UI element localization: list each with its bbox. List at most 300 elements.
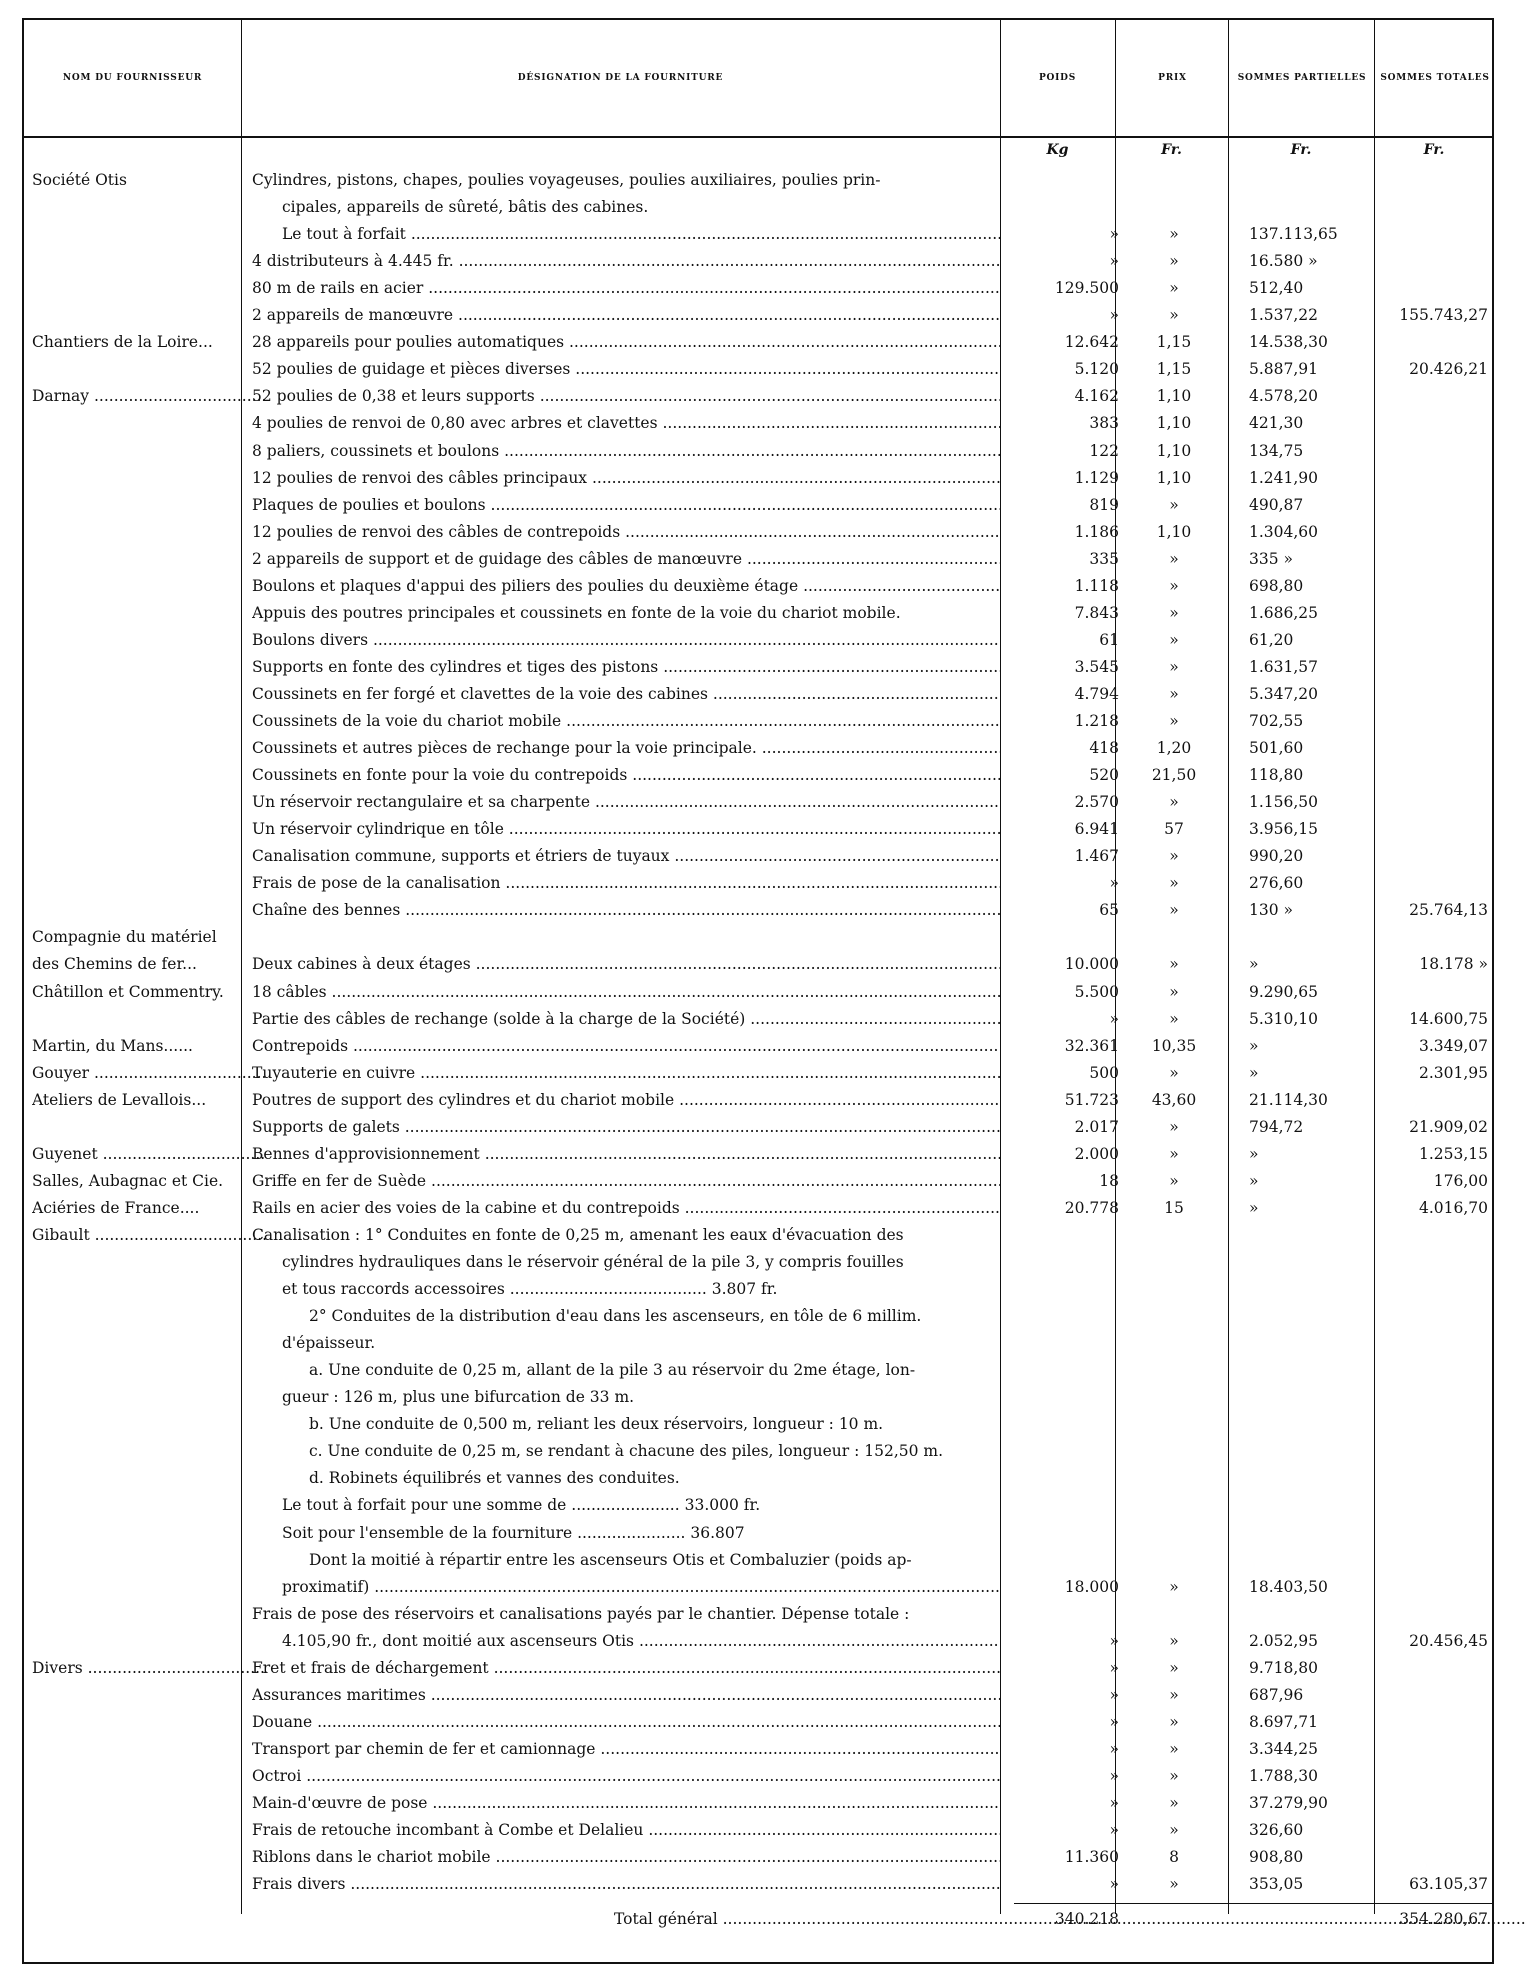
partielles-cell: 276,60 (1249, 874, 1304, 893)
prix-cell: » (1169, 1685, 1179, 1704)
table-row (24, 303, 1492, 330)
total-label: Total général ..... (614, 1910, 1525, 1928)
table-row (24, 1277, 1492, 1304)
prix-cell: 21,50 (1151, 766, 1197, 785)
prix-cell: » (1169, 279, 1179, 298)
table-row (24, 493, 1492, 520)
table-row (24, 898, 1492, 925)
prix-cell: » (1169, 712, 1179, 730)
table-row (24, 1521, 1492, 1548)
prix-cell: 1,10 (1156, 387, 1192, 406)
designation-cell: Bennes d'approvisionnement ..... (252, 1145, 1000, 1163)
partielles-cell: 134,75 (1249, 441, 1304, 460)
prix-cell: » (1169, 847, 1179, 866)
prix-cell: » (1169, 576, 1179, 595)
designation-cell: Un réservoir rectangulaire et sa charpente ..... (252, 793, 1000, 811)
total-rule (1014, 1903, 1494, 1904)
designation-cell: a. Une conduite de 0,25 m, allant de la pile 3 au réservoir du 2me étage, lon- (309, 1361, 916, 1380)
supplier-cell: Chantiers de la Loire... (32, 333, 213, 352)
poids-cell: 1.186 (1074, 522, 1119, 541)
unit-totales: Fr. (1423, 142, 1445, 158)
designation-cell: d. Robinets équilibrés et vannes des conduites. (309, 1469, 680, 1488)
prix-cell: » (1169, 1794, 1179, 1812)
prix-cell: » (1169, 630, 1179, 649)
table-row (24, 601, 1492, 628)
table-row (24, 276, 1492, 303)
table-row (24, 952, 1492, 979)
table-row (24, 249, 1492, 276)
designation-cell: Fret et frais de déchargement ..... (252, 1659, 1000, 1677)
supplier-cell: Compagnie du matériel (32, 928, 217, 947)
prix-cell: » (1169, 874, 1179, 893)
table-row (24, 1737, 1492, 1764)
table-row (24, 790, 1492, 817)
table-row (24, 1818, 1492, 1845)
designation-cell: 4.105,90 fr., dont moitié aux ascenseurs Otis ..... (282, 1632, 1000, 1650)
prix-cell: » (1169, 1658, 1179, 1677)
designation-cell: 12 poulies de renvoi des câbles principaux ..... (252, 469, 1000, 487)
totales-cell: 1.253,15 (1418, 1144, 1488, 1163)
designation-cell: et tous raccords accessoires ........................................ 3.807 fr. (282, 1280, 778, 1299)
poids-cell: » (1109, 1658, 1119, 1677)
prix-cell: » (1169, 1009, 1179, 1028)
poids-cell: 11.360 (1064, 1848, 1119, 1867)
total-totales: 354.280,67 (1399, 1910, 1488, 1929)
designation-cell: Canalisation : 1° Conduites en fonte de 0,25 m, amenant les eaux d'évacuation des (252, 1225, 904, 1244)
designation-cell: Le tout à forfait pour une somme de ...................... 33.000 fr. (282, 1496, 761, 1515)
poids-cell: 1.129 (1074, 468, 1119, 487)
table-row (24, 1439, 1492, 1466)
poids-cell: 3.545 (1074, 657, 1119, 676)
designation-cell: d'épaisseur. (282, 1334, 376, 1353)
partielles-cell: 5.887,91 (1249, 360, 1319, 379)
totales-cell: 18.178 » (1419, 955, 1488, 974)
table-row (24, 1169, 1492, 1196)
poids-cell: 4.794 (1074, 684, 1119, 703)
designation-cell: 52 poulies de guidage et pièces diverses ..... (252, 360, 1000, 378)
prix-cell: » (1169, 1712, 1179, 1731)
poids-cell: 819 (1089, 495, 1119, 514)
supplier-cell: Martin, du Mans...... (32, 1036, 193, 1055)
designation-cell: Plaques de poulies et boulons ..... (252, 496, 1000, 514)
partielles-cell: 61,20 (1249, 630, 1294, 649)
designation-cell: Assurances maritimes ..... (252, 1686, 1000, 1704)
partielles-cell: » (1249, 1036, 1259, 1055)
partielles-cell: 5.310,10 (1249, 1009, 1319, 1028)
poids-cell: 7.843 (1074, 603, 1119, 622)
prix-cell: » (1169, 982, 1179, 1001)
table-row (24, 1656, 1492, 1683)
table-row (24, 655, 1492, 682)
totales-cell: 155.743,27 (1399, 306, 1488, 325)
partielles-cell: 21.114,30 (1249, 1090, 1328, 1109)
partielles-cell: » (1249, 1198, 1259, 1217)
partielles-cell: 8.697,71 (1249, 1712, 1319, 1731)
poids-cell: 12.642 (1064, 333, 1119, 352)
partielles-cell: 326,60 (1249, 1821, 1304, 1840)
table-row (24, 1142, 1492, 1169)
designation-cell: Le tout à forfait ..... (282, 225, 1000, 243)
table-row (24, 439, 1492, 466)
table-row (24, 466, 1492, 493)
designation-cell: 52 poulies de 0,38 et leurs supports ..... (252, 387, 1000, 405)
designation-cell: 18 câbles ..... (252, 983, 1000, 1001)
prix-cell: 8 (1169, 1848, 1179, 1867)
designation-cell: Riblons dans le chariot mobile ..... (252, 1848, 1000, 1866)
table-row (24, 1358, 1492, 1385)
designation-cell: gueur : 126 m, plus une bifurcation de 33 m. (282, 1388, 635, 1407)
partielles-cell: 702,55 (1249, 712, 1304, 730)
partielles-cell: 18.403,50 (1249, 1577, 1328, 1596)
partielles-cell: 118,80 (1249, 766, 1304, 785)
supplier-cell: Châtillon et Commentry. (32, 982, 224, 1001)
prix-cell: » (1169, 1144, 1179, 1163)
partielles-cell: 37.279,90 (1249, 1794, 1328, 1812)
designation-cell: 4 distributeurs à 4.445 fr. ..... (252, 252, 1000, 270)
prix-cell: 1,10 (1156, 414, 1192, 433)
designation-cell: 80 m de rails en acier ..... (252, 279, 1000, 297)
table-row (24, 520, 1492, 547)
poids-cell: 383 (1089, 414, 1119, 433)
prix-cell: 1,15 (1156, 360, 1192, 379)
table-row (24, 195, 1492, 222)
supplier-cell: des Chemins de fer... (32, 955, 197, 974)
partielles-cell: 990,20 (1249, 847, 1304, 866)
header-poids: POIDS (1038, 72, 1077, 83)
poids-cell: » (1109, 1794, 1119, 1812)
partielles-cell: 9.290,65 (1249, 982, 1319, 1001)
designation-cell: Boulons divers ..... (252, 631, 1000, 649)
partielles-cell: 4.578,20 (1249, 387, 1319, 406)
designation-cell: proximatif) ..... (282, 1578, 1000, 1596)
designation-cell: Canalisation commune, supports et étriers de tuyaux ..... (252, 847, 1000, 865)
designation-cell: Supports en fonte des cylindres et tiges des pistons ..... (252, 658, 1000, 676)
designation-cell: 2° Conduites de la distribution d'eau dans les ascenseurs, en tôle de 6 millim. (309, 1307, 922, 1326)
designation-cell: Octroi ..... (252, 1767, 1000, 1785)
poids-cell: » (1109, 1739, 1119, 1758)
table-row (24, 330, 1492, 357)
prix-cell: 1,15 (1156, 333, 1192, 352)
partielles-cell: » (1249, 1171, 1259, 1190)
designation-cell: 2 appareils de manœuvre ..... (252, 306, 1000, 324)
supplier-cell: Société Otis (32, 171, 127, 189)
poids-cell: » (1109, 1766, 1119, 1785)
table-row (24, 1845, 1492, 1872)
partielles-cell: 3.956,15 (1249, 820, 1319, 839)
table-row (24, 1872, 1492, 1899)
header-partielles: SOMMES PARTIELLES (1237, 72, 1367, 83)
poids-cell: 61 (1099, 630, 1119, 649)
table-row (24, 1250, 1492, 1277)
total-row (24, 1907, 1492, 1934)
table-row (24, 1493, 1492, 1520)
prix-cell: 43,60 (1151, 1090, 1197, 1109)
designation-cell: Poutres de support des cylindres et du chariot mobile ..... (252, 1091, 1000, 1109)
table-row (24, 1061, 1492, 1088)
prix-cell: » (1169, 1875, 1179, 1894)
partielles-cell: 698,80 (1249, 576, 1304, 595)
unit-prix: Fr. (1161, 142, 1182, 158)
header-designation: DÉSIGNATION DE LA FOURNITURE (517, 72, 724, 83)
poids-cell: » (1109, 1875, 1119, 1894)
partielles-cell: 335 » (1249, 549, 1293, 568)
partielles-cell: 490,87 (1249, 495, 1304, 514)
prix-cell: » (1169, 955, 1179, 974)
partielles-cell: 1.304,60 (1249, 522, 1319, 541)
totales-cell: 63.105,37 (1409, 1875, 1488, 1894)
table-row (24, 1791, 1492, 1818)
supplier-cell: Divers ..... (32, 1659, 267, 1677)
prix-cell: 15 (1164, 1198, 1184, 1217)
designation-cell: Rails en acier des voies de la cabine et du contrepoids ..... (252, 1199, 1000, 1217)
poids-cell: 1.118 (1074, 576, 1119, 595)
prix-cell: 1,10 (1156, 441, 1192, 460)
table-row (24, 547, 1492, 574)
poids-cell: 51.723 (1064, 1090, 1119, 1109)
partielles-cell: 421,30 (1249, 414, 1304, 433)
table-row (24, 1602, 1492, 1629)
poids-cell: 18.000 (1064, 1577, 1119, 1596)
prix-cell: » (1169, 684, 1179, 703)
partielles-cell: » (1249, 1144, 1259, 1163)
poids-cell: » (1109, 1685, 1119, 1704)
table-row (24, 1466, 1492, 1493)
designation-cell: Frais de pose des réservoirs et canalisations payés par le chantier. Dépense totale : (252, 1604, 910, 1623)
supplier-cell: Guyenet ..... (32, 1145, 267, 1163)
poids-cell: 10.000 (1064, 955, 1119, 974)
partielles-cell: 1.537,22 (1249, 306, 1319, 325)
designation-cell: c. Une conduite de 0,25 m, se rendant à chacune des piles, longueur : 152,50 m. (309, 1442, 944, 1461)
designation-cell: cipales, appareils de sûreté, bâtis des cabines. (282, 198, 649, 217)
poids-cell: » (1109, 1821, 1119, 1840)
partielles-cell: 908,80 (1249, 1848, 1304, 1867)
table-row (24, 1196, 1492, 1223)
designation-cell: 2 appareils de support et de guidage des câbles de manœuvre ..... (252, 550, 1000, 568)
table-row (24, 1412, 1492, 1439)
table-row (24, 980, 1492, 1007)
prix-cell: » (1169, 1171, 1179, 1190)
prix-cell: » (1169, 1766, 1179, 1785)
prix-cell: » (1169, 1117, 1179, 1136)
partielles-cell: 512,40 (1249, 279, 1304, 298)
partielles-cell: 137.113,65 (1249, 225, 1338, 244)
totales-cell: 176,00 (1433, 1171, 1488, 1190)
totales-cell: 3.349,07 (1418, 1036, 1488, 1055)
partielles-cell: 2.052,95 (1249, 1631, 1319, 1650)
partielles-cell: 5.347,20 (1249, 684, 1319, 703)
table-row (24, 1710, 1492, 1737)
designation-cell: Coussinets et autres pièces de rechange pour la voie principale. ..... (252, 739, 1000, 757)
prix-cell: 10,35 (1151, 1036, 1197, 1055)
table-row (24, 736, 1492, 763)
totales-cell: 2.301,95 (1418, 1063, 1488, 1082)
table-row (24, 1629, 1492, 1656)
partielles-cell: 687,96 (1249, 1685, 1304, 1704)
table-row (24, 1034, 1492, 1061)
table-row (24, 763, 1492, 790)
partielles-cell: 9.718,80 (1249, 1658, 1319, 1677)
poids-cell: 5.120 (1074, 360, 1119, 379)
designation-cell: Coussinets de la voie du chariot mobile ..... (252, 712, 1000, 730)
prix-cell: » (1169, 1063, 1179, 1082)
designation-cell: Coussinets en fer forgé et clavettes de la voie des cabines ..... (252, 685, 1000, 703)
designation-cell: Appuis des poutres principales et coussinets en fonte de la voie du chariot mobile. (252, 603, 901, 622)
poids-cell: 520 (1089, 766, 1119, 785)
prix-cell: » (1169, 1577, 1179, 1596)
table-row (24, 357, 1492, 384)
table-row (24, 1331, 1492, 1358)
prix-cell: 57 (1164, 820, 1184, 839)
designation-cell: Boulons et plaques d'appui des piliers des poulies du deuxième étage ..... (252, 577, 1000, 595)
header-totales: SOMMES TOTALES (1380, 72, 1490, 83)
table-row (24, 817, 1492, 844)
total-poids: 340.218 (1054, 1910, 1119, 1929)
prix-cell: » (1169, 225, 1179, 244)
supplier-cell: Aciéries de France.... (32, 1198, 200, 1217)
table-row (24, 1764, 1492, 1791)
poids-cell: 2.570 (1074, 793, 1119, 812)
poids-cell: 500 (1089, 1063, 1119, 1082)
poids-cell: » (1109, 1009, 1119, 1028)
poids-cell: 2.000 (1074, 1144, 1119, 1163)
partielles-cell: 130 » (1249, 901, 1293, 920)
designation-cell: b. Une conduite de 0,500 m, reliant les deux réservoirs, longueur : 10 m. (309, 1415, 884, 1434)
designation-cell: cylindres hydrauliques dans le réservoir général de la pile 3, y compris fouilles (282, 1253, 904, 1271)
partielles-cell: 501,60 (1249, 739, 1304, 758)
designation-cell: 4 poulies de renvoi de 0,80 avec arbres et clavettes ..... (252, 414, 1000, 432)
designation-cell: Partie des câbles de rechange (solde à la charge de la Société) ..... (252, 1010, 1000, 1028)
designation-cell: Frais de pose de la canalisation ..... (252, 874, 1000, 892)
partielles-cell: » (1249, 1063, 1259, 1082)
table-row (24, 168, 1492, 195)
table-row (24, 384, 1492, 411)
partielles-cell: 794,72 (1249, 1117, 1304, 1136)
poids-cell: 2.017 (1074, 1117, 1119, 1136)
designation-cell: Supports de galets ..... (252, 1118, 1000, 1136)
designation-cell: Deux cabines à deux étages ..... (252, 955, 1000, 973)
unit-partielles: Fr. (1290, 142, 1312, 158)
designation-cell: 8 paliers, coussinets et boulons ..... (252, 442, 1000, 460)
designation-cell: Tuyauterie en cuivre ..... (252, 1064, 1000, 1082)
table-row (24, 1683, 1492, 1710)
totales-cell: 20.456,45 (1409, 1631, 1488, 1650)
prix-cell: » (1169, 495, 1179, 514)
poids-cell: » (1109, 1631, 1119, 1650)
totales-cell: 20.426,21 (1409, 360, 1488, 379)
poids-cell: » (1109, 1712, 1119, 1731)
unit-poids: Kg (1046, 142, 1069, 158)
poids-cell: 5.500 (1074, 982, 1119, 1001)
table-header (24, 20, 1492, 138)
poids-cell: 18 (1099, 1171, 1119, 1190)
table-row (24, 411, 1492, 438)
designation-cell: Chaîne des bennes ..... (252, 901, 1000, 919)
designation-cell: Cylindres, pistons, chapes, poulies voyageuses, poulies auxiliaires, poulies prin- (252, 171, 881, 189)
poids-cell: 335 (1089, 549, 1119, 568)
totales-cell: 4.016,70 (1418, 1198, 1488, 1217)
designation-cell: Frais de retouche incombant à Combe et Delalieu ..... (252, 1821, 1000, 1839)
supplier-cell: Gouyer ..... (32, 1064, 267, 1082)
table-row (24, 628, 1492, 655)
supplier-cell: Darnay ..... (32, 387, 267, 405)
designation-cell: 12 poulies de renvoi des câbles de contrepoids ..... (252, 523, 1000, 541)
designation-cell: Contrepoids ..... (252, 1037, 1000, 1055)
totales-cell: 14.600,75 (1409, 1009, 1488, 1028)
header-supplier: NOM DU FOURNISSEUR (62, 72, 203, 83)
poids-cell: 1.218 (1074, 712, 1119, 730)
designation-cell: 28 appareils pour poulies automatiques ..... (252, 333, 1000, 351)
poids-cell: 20.778 (1064, 1198, 1119, 1217)
table-row (24, 682, 1492, 709)
designation-cell: Un réservoir cylindrique en tôle ..... (252, 820, 1000, 838)
designation-cell: Soit pour l'ensemble de la fourniture ...................... 36.807 (282, 1523, 745, 1542)
partielles-cell: 14.538,30 (1249, 333, 1328, 352)
supplier-cell: Salles, Aubagnac et Cie. (32, 1171, 224, 1190)
table-row (24, 574, 1492, 601)
partielles-cell: 1.686,25 (1249, 603, 1319, 622)
prix-cell: » (1169, 1631, 1179, 1650)
prix-cell: » (1169, 603, 1179, 622)
prix-cell: » (1169, 306, 1179, 325)
supplier-cell: Gibault ..... (32, 1226, 267, 1244)
prix-cell: 1,10 (1156, 468, 1192, 487)
partielles-cell: 16.580 » (1249, 252, 1318, 271)
table-row (24, 1223, 1492, 1250)
table-row (24, 1007, 1492, 1034)
partielles-cell: 1.631,57 (1249, 657, 1319, 676)
table-row (24, 1115, 1492, 1142)
poids-cell: 32.361 (1064, 1036, 1119, 1055)
table-row (24, 1088, 1492, 1115)
totales-cell: 25.764,13 (1409, 901, 1488, 920)
partielles-cell: 1.156,50 (1249, 793, 1319, 812)
designation-cell: Douane ..... (252, 1713, 1000, 1731)
prix-cell: » (1169, 252, 1179, 271)
table-row (24, 222, 1492, 249)
table-frame (22, 18, 1494, 1964)
table-row (24, 1304, 1492, 1331)
table-row (24, 871, 1492, 898)
partielles-cell: 1.788,30 (1249, 1766, 1319, 1785)
partielles-cell: 353,05 (1249, 1875, 1304, 1894)
prix-cell: » (1169, 901, 1179, 920)
designation-cell: Transport par chemin de fer et camionnage ..... (252, 1740, 1000, 1758)
designation-cell: Main-d'œuvre de pose ..... (252, 1794, 1000, 1812)
partielles-cell: » (1249, 955, 1259, 974)
prix-cell: 1,10 (1156, 522, 1192, 541)
poids-cell: 418 (1089, 739, 1119, 758)
poids-cell: » (1109, 306, 1119, 325)
table-row (24, 1385, 1492, 1412)
prix-cell: » (1169, 793, 1179, 812)
designation-cell: Griffe en fer de Suède ..... (252, 1172, 1000, 1190)
designation-cell: Coussinets en fonte pour la voie du contrepoids ..... (252, 766, 1000, 784)
prix-cell: » (1169, 657, 1179, 676)
poids-cell: 4.162 (1074, 387, 1119, 406)
poids-cell: 6.941 (1074, 820, 1119, 839)
poids-cell: 1.467 (1074, 847, 1119, 866)
table-row (24, 1548, 1492, 1575)
table-row (24, 844, 1492, 871)
poids-cell: » (1109, 874, 1119, 893)
prix-cell: » (1169, 1821, 1179, 1840)
table-row (24, 925, 1492, 952)
partielles-cell: 1.241,90 (1249, 468, 1319, 487)
poids-cell: » (1109, 225, 1119, 244)
table-row (24, 1575, 1492, 1602)
designation-cell: Dont la moitié à répartir entre les ascenseurs Otis et Combaluzier (poids ap- (309, 1550, 912, 1569)
supplier-cell: Ateliers de Levallois... (32, 1090, 207, 1109)
